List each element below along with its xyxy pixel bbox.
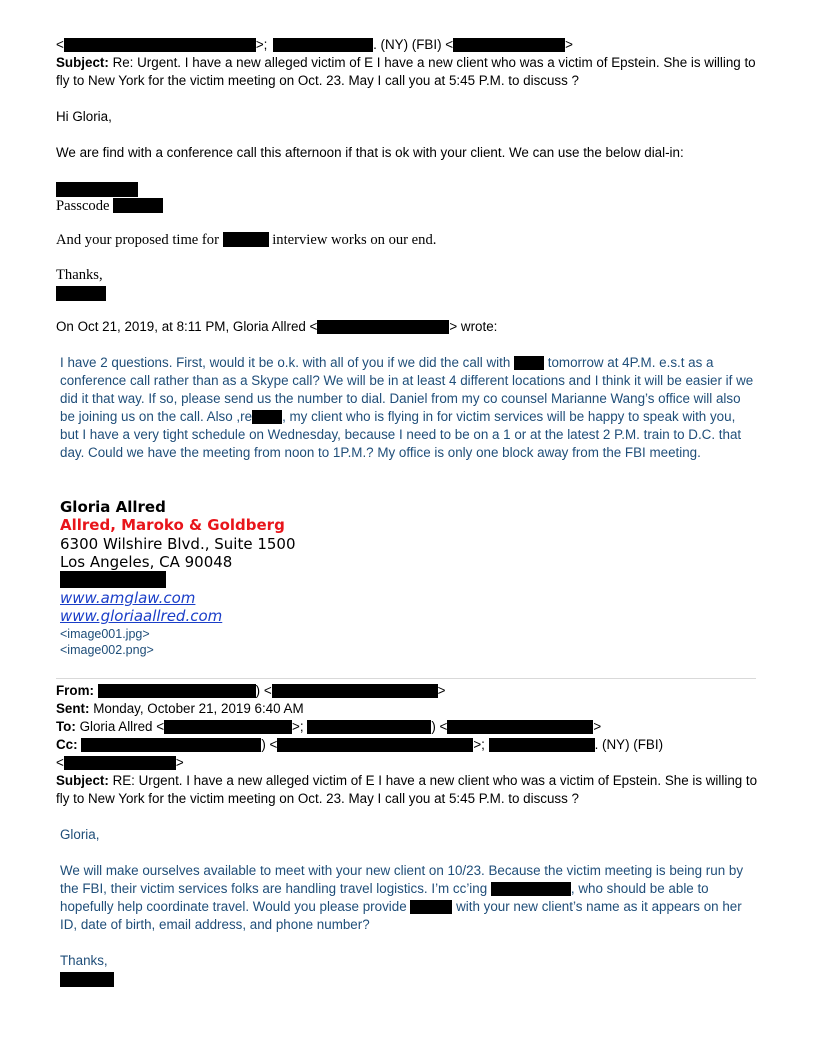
redaction (273, 38, 373, 52)
original-thanks: Thanks, (60, 953, 108, 968)
quote-line: but I have a very tight schedule on Wednesday, because I need to be on a 1 or at the latest 2 P.M. train to D.C. that (60, 427, 742, 442)
original-subject-cont: fly to New York for the victim meeting on Oct. 23. May I call you at 5:45 P.M. to discuss ? (56, 791, 579, 806)
redaction (56, 181, 138, 199)
redaction (64, 756, 176, 770)
thanks: Thanks, (56, 267, 103, 283)
reply-body: We are find with a conference call this afternoon if that is ok with your client. We can use the below dial-in: (56, 145, 684, 160)
redaction (272, 684, 438, 698)
separator (56, 678, 756, 679)
original-body-line: ID, date of birth, email address, and phone number? (60, 917, 370, 932)
redaction (317, 320, 449, 334)
quote-line: I have 2 questions. First, would it be o.k. with all of you if we did the call with tomorrow at 4P.M. e.s.t as a (60, 355, 714, 370)
redaction (56, 285, 106, 303)
header-recipients: < >; . (NY) (FBI) < > (56, 37, 573, 52)
proposed-time-line: And your proposed time for interview works on our end. (56, 232, 437, 248)
quote-line: conference call rather than as a Skype call? We will be in at least 4 different locations and I think it will be easier if we (60, 373, 754, 388)
redaction (164, 720, 292, 734)
signature-address: 6300 Wilshire Blvd., Suite 1500 (60, 535, 296, 553)
redaction (410, 900, 452, 914)
redaction (252, 410, 282, 424)
redaction (453, 38, 565, 52)
signature-firm: Allred, Maroko & Goldberg (60, 516, 285, 534)
original-body-line: We will make ourselves available to meet with your new client on 10/23. Because the victim meeting is being run by (60, 863, 744, 878)
redaction (60, 971, 114, 989)
header-subject: Subject: Re: Urgent. I have a new alleged victim of E I have a new client who was a victim of Epstein. She is willing to (56, 55, 756, 70)
original-greeting: Gloria, (60, 827, 100, 842)
quote-line: day. Could we have the meeting from noon to 1P.M.? My office is only one block away from the FBI meeting. (60, 445, 701, 460)
website-link[interactable]: www.amglaw.com (60, 589, 196, 607)
quote-line: be joining us on the call. Also ,re , my client who is flying in for victim services will be happy to speak with you, (60, 409, 736, 424)
original-body-line: the FBI, their victim services folks are handling travel logistics. I’m cc’ing , who should be able to (60, 881, 709, 896)
website-link[interactable]: www.gloriaallred.com (60, 607, 223, 625)
header-subject-cont: fly to New York for the victim meeting on Oct. 23. May I call you at 5:45 P.M. to discuss ? (56, 73, 579, 88)
redaction (491, 882, 571, 896)
quote-intro: On Oct 21, 2019, at 8:11 PM, Gloria Allred < > wrote: (56, 319, 498, 334)
redaction (489, 738, 595, 752)
attachment-placeholder: <image001.jpg> (60, 627, 150, 641)
to-line: To: Gloria Allred < >; ) < > (56, 719, 602, 734)
original-body-line: hopefully help coordinate travel. Would you please provide with your new client’s name as it appears on her (60, 899, 742, 914)
attachment-placeholder: <image002.png> (60, 643, 154, 657)
redaction (113, 198, 163, 213)
redaction (64, 38, 256, 52)
cc-line: Cc: ) < >; . (NY) (FBI) (56, 737, 664, 752)
redaction (60, 571, 166, 590)
cc-line-cont: < > (56, 755, 184, 770)
redaction (81, 738, 261, 752)
redaction (447, 720, 593, 734)
signature-city: Los Angeles, CA 90048 (60, 553, 233, 571)
redaction (307, 720, 431, 734)
redaction (98, 684, 256, 698)
passcode-line: Passcode (56, 198, 163, 215)
redaction (223, 232, 269, 247)
from-line: From: ) < > (56, 683, 446, 698)
original-subject: Subject: RE: Urgent. I have a new alleged victim of E I have a new client who was a victim of Epstein. She is willing to (56, 773, 758, 788)
redaction (277, 738, 473, 752)
greeting: Hi Gloria, (56, 109, 112, 124)
sent-line: Sent: Monday, October 21, 2019 6:40 AM (56, 701, 304, 716)
signature-name: Gloria Allred (60, 498, 166, 516)
quote-line: did it that way. If so, please send us the number to dial. Daniel from my co counsel Marianne Wang’s office will also (60, 391, 741, 406)
redaction (514, 356, 544, 370)
